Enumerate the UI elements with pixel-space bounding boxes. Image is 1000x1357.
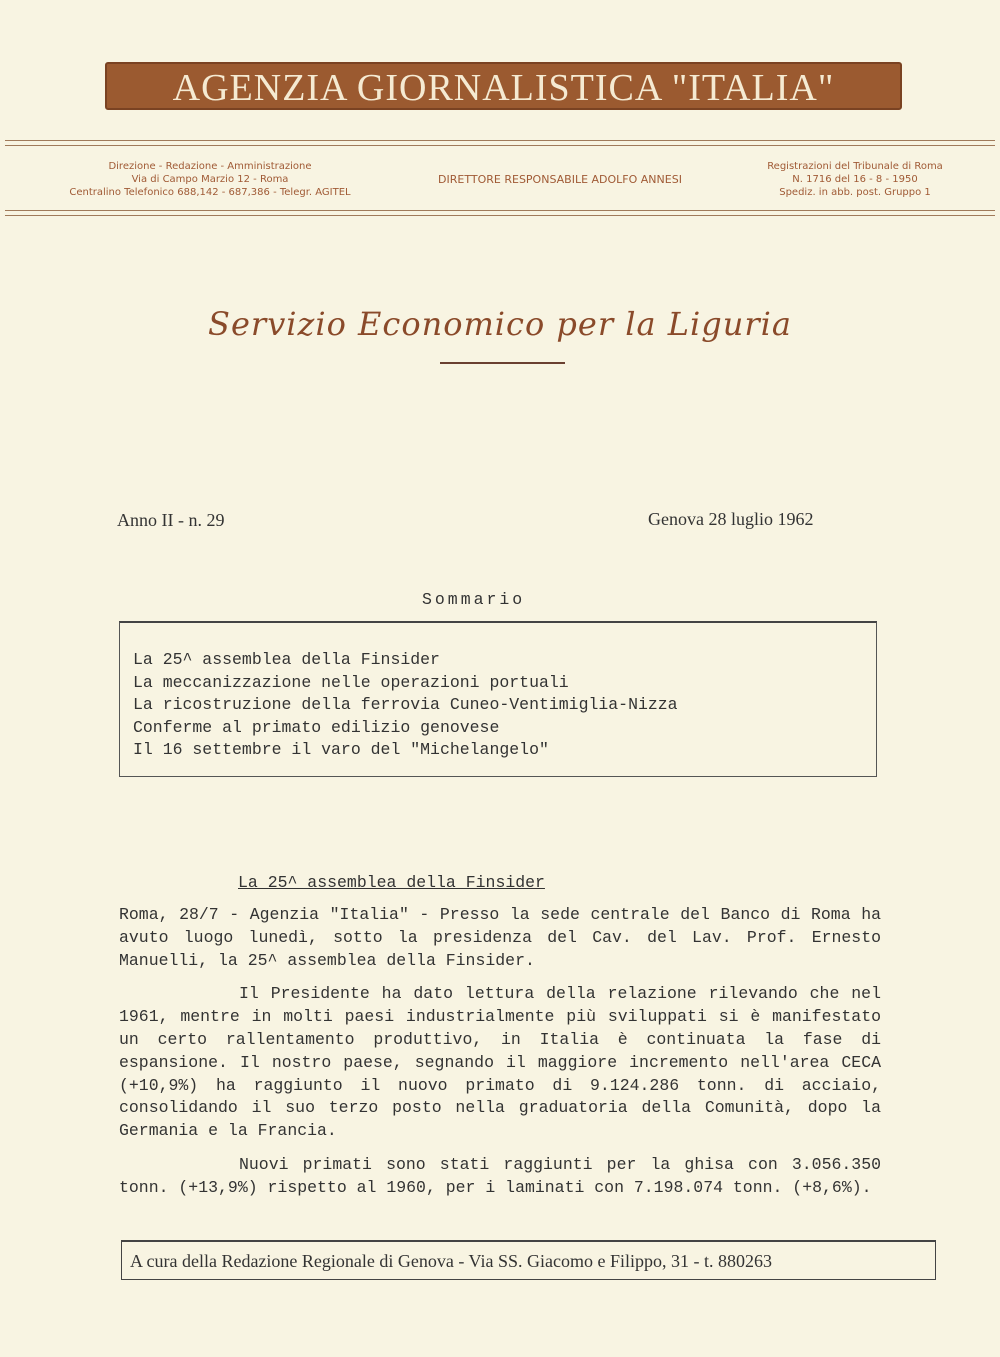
- summary-item: La meccanizzazione nelle operazioni portuali: [133, 672, 569, 692]
- summary-item: La ricostruzione della ferrovia Cuneo-Ventimiglia-Nizza: [133, 695, 678, 715]
- header-left: [30, 160, 390, 199]
- header-right-line: N. 1716 del 16 - 8 - 1950: [792, 174, 918, 185]
- header-left-line: Via di Campo Marzio 12 - Roma: [131, 174, 289, 185]
- title-underline: [440, 362, 565, 364]
- article-paragraph: Il Presidente ha dato lettura della relazione rilevando che nel 1961, mentre in molti paesi industrialmente più sviluppati si è manifestato un certo rallentamento produttivo, in Italia è continuata la fase di espansione. Il nostro paese, segnando il maggiore incremento nell'area CECA (+10,9%) ha raggiunto il nuovo primato di 9.124.286 tonn. di acciaio, consolidando il suo terzo posto nella graduatoria della Comunità, dopo la Germania e la Francia.: [119, 984, 881, 1141]
- series-title: Servizio Economico per la Liguria: [208, 305, 792, 343]
- issue-date: Genova 28 luglio 1962: [648, 509, 814, 529]
- divider: [5, 215, 995, 216]
- summary-box: [119, 621, 877, 777]
- divider: [5, 140, 995, 141]
- article-paragraph: Nuovi primati sono stati raggiunti per la ghisa con 3.056.350 tonn. (+13,9%) rispetto al 1960, per i laminati con 7.198.074 tonn. (+8,6%).: [119, 1154, 881, 1197]
- divider: [5, 145, 995, 146]
- article-body: [119, 904, 881, 1200]
- agency-banner: AGENZIA GIORNALISTICA "ITALIA": [105, 62, 902, 110]
- header-right-line: Registrazioni del Tribunale di Roma: [767, 161, 943, 172]
- header-right: [740, 160, 970, 199]
- issue-number: Anno II - n. 29: [117, 510, 225, 530]
- divider: [5, 210, 995, 211]
- article-paragraph: Roma, 28/7 - Agenzia "Italia" - Presso la sede centrale del Banco di Roma ha avuto luogo lunedì, sotto la presidenza del Cav. del Lav. Prof. Ernesto Manuelli, la 25^ assemblea della Finsider.: [119, 905, 881, 970]
- summary-item: Il 16 settembre il varo del "Michelangelo": [133, 740, 549, 760]
- header-right-line: Spediz. in abb. post. Gruppo 1: [779, 187, 931, 198]
- header-left-line: Centralino Telefonico 688,142 - 687,386 - Telegr. AGITEL: [69, 187, 351, 198]
- header-director: DIRETTORE RESPONSABILE ADOLFO ANNESI: [438, 173, 682, 186]
- footer-credit: A cura della Redazione Regionale di Genova - Via SS. Giacomo e Filippo, 31 - t. 880263: [121, 1240, 936, 1280]
- header-left-line: Direzione - Redazione - Amministrazione: [108, 161, 312, 172]
- summary-item: La 25^ assemblea della Finsider: [133, 650, 440, 669]
- summary-heading: Sommario: [422, 590, 526, 609]
- article-title: La 25^ assemblea della Finsider: [238, 873, 545, 892]
- summary-item: Conferme al primato edilizio genovese: [133, 717, 500, 737]
